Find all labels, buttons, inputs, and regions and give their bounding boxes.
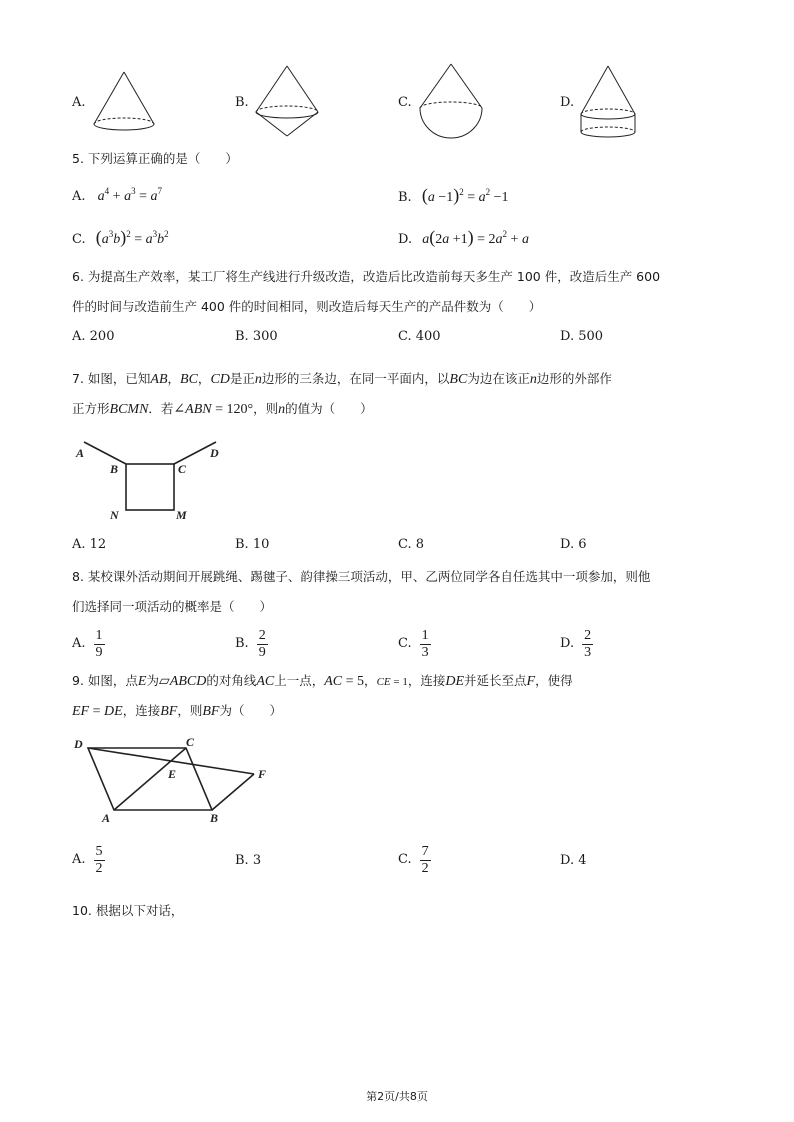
q4-option-a-label: A. bbox=[72, 95, 86, 110]
q7-label-b: B bbox=[110, 462, 119, 476]
q7-label-n: N bbox=[110, 508, 119, 522]
q9-line1-h: ，使得 bbox=[535, 673, 573, 688]
q4-option-c-label: C. bbox=[398, 95, 412, 110]
q9-option-a bbox=[72, 842, 105, 878]
q8-option-a-fraction bbox=[94, 628, 105, 661]
q7-option-a: A. 12 bbox=[72, 537, 107, 552]
q6-option-b: B. 300 bbox=[235, 329, 278, 344]
q8-a-num: 1 bbox=[95, 627, 103, 643]
q6-option-c: C. 400 bbox=[398, 329, 441, 344]
q7-line1-c: 边形的三条边，在同一平面内，以 bbox=[261, 371, 450, 386]
q7-label-m: M bbox=[176, 508, 187, 522]
q9-line1-g: 并延长至点 bbox=[464, 673, 527, 688]
q7-line1-e: 边形的外部作 bbox=[536, 371, 612, 386]
q7-line2-d: 的值为（ ） bbox=[285, 401, 373, 416]
q8-option-c bbox=[398, 626, 431, 662]
page-number: 第2页/共8页 bbox=[366, 1090, 428, 1103]
q9-line1-e: ， bbox=[364, 673, 377, 688]
q9-line1-b: 为 bbox=[146, 673, 159, 688]
q9-label-d: D bbox=[74, 737, 83, 751]
q7-figure bbox=[72, 436, 232, 524]
q8-b-num: 2 bbox=[258, 627, 266, 643]
q4-option-b-label: B. bbox=[235, 95, 249, 110]
q9-option-a-fraction bbox=[94, 844, 105, 877]
q7-option-b: B. 10 bbox=[235, 537, 270, 552]
q8-option-b-fraction bbox=[257, 628, 268, 661]
q8-option-c-fraction bbox=[420, 628, 431, 661]
q6-option-d: D. 500 bbox=[560, 329, 604, 344]
q7-label-a: A bbox=[76, 446, 85, 460]
q5-stem: 5. 下列运算正确的是（ ） bbox=[72, 151, 238, 166]
q9-line1-f: ，连接 bbox=[407, 673, 446, 688]
q4-option-a-figure bbox=[88, 70, 160, 136]
q9-line-1: 9. 如图，点E为▱ABCD的对角线AC上一点，AC = 5，CE = 1，连接DE并延长至点F，使得 bbox=[72, 673, 573, 689]
q8-option-b bbox=[235, 626, 268, 662]
q8-d-den: 3 bbox=[584, 644, 592, 660]
q7-line1-b: 是正 bbox=[229, 371, 255, 386]
q9-label-f: F bbox=[258, 767, 267, 781]
q8-option-a bbox=[72, 626, 105, 662]
q7-line-2: 正方形BCMN．若∠ABN = 120°，则n的值为（ ） bbox=[72, 401, 373, 417]
q7-line-1: 7. 如图，已知AB，BC，CD是正n边形的三条边，在同一平面内，以BC为边在该正n边形的外部作 bbox=[72, 371, 612, 387]
q5-option-b-label: B. bbox=[398, 190, 412, 205]
q7-label-d: D bbox=[210, 446, 219, 460]
q9-option-b: B. 3 bbox=[235, 853, 262, 868]
q8-c-num: 1 bbox=[421, 627, 429, 643]
q9-line-2: EF = DE，连接BF，则BF为（ ） bbox=[72, 703, 282, 719]
q7-option-d: D. 6 bbox=[560, 537, 587, 552]
q5-option-c: C. $(a^3b)^2 = a^3b^2$ bbox=[72, 227, 169, 247]
q4-option-d-label: D. bbox=[560, 95, 575, 110]
q4-option-c-figure bbox=[414, 62, 488, 144]
q8-a-den: 9 bbox=[95, 644, 103, 660]
q9-option-c-label: C. bbox=[398, 852, 412, 867]
q8-c-den: 3 bbox=[421, 644, 429, 660]
q8-option-d-label: D. bbox=[560, 636, 575, 651]
q7-option-c: C. 8 bbox=[398, 537, 425, 552]
q5-option-a-label: A. bbox=[72, 189, 86, 204]
q7-line2-b: ．若 bbox=[148, 401, 174, 416]
q8-b-den: 9 bbox=[258, 644, 266, 660]
q6-line-1: 6. 为提高生产效率，某工厂将生产线进行升级改造，改造后比改造前每天多生产 100 件，改造后生产 600 bbox=[72, 269, 661, 284]
q6-line-2: 件的时间与改造前生产 400 件的时间相同，则改造后每天生产的产品件数为（ ） bbox=[72, 299, 542, 314]
q9-label-b: B bbox=[210, 811, 219, 825]
q9-figure bbox=[72, 734, 282, 826]
q9-line1-c: 的对角线 bbox=[206, 673, 257, 688]
q5-option-d-label: D. bbox=[398, 232, 413, 247]
q4-option-d-figure bbox=[576, 64, 640, 144]
q9-label-e: E bbox=[168, 767, 177, 781]
q10-stem: 10. 根据以下对话， bbox=[72, 903, 184, 918]
q6-option-a: A. 200 bbox=[72, 329, 115, 344]
q9-c-den: 2 bbox=[421, 860, 429, 876]
q8-option-a-label: A. bbox=[72, 636, 86, 651]
q8-line-1: 8. 某校课外活动期间开展跳绳、踢毽子、韵律操三项活动，甲、乙两位同学各自任选其中一项参加，则他 bbox=[72, 569, 651, 584]
q7-line2-c: ，则 bbox=[253, 401, 279, 416]
q9-option-c-fraction bbox=[420, 844, 431, 877]
q8-d-num: 2 bbox=[584, 627, 592, 643]
q9-line1-d: 上一点， bbox=[274, 673, 325, 688]
q5-option-d: D. $a(2a +1) = 2a^2 + a$ bbox=[398, 227, 529, 247]
q9-option-a-label: A. bbox=[72, 852, 86, 867]
q9-label-c: C bbox=[186, 735, 195, 749]
q9-c-num: 7 bbox=[421, 843, 429, 859]
q8-option-d-fraction bbox=[582, 628, 593, 661]
q8-option-d bbox=[560, 626, 593, 662]
q5-option-a: A. $a^4 + a^3 = a^7$ bbox=[72, 186, 162, 204]
q7-label-c: C bbox=[178, 462, 187, 476]
q8-option-b-label: B. bbox=[235, 636, 249, 651]
q9-line2-b: ，则 bbox=[177, 703, 203, 718]
q9-option-d: D. 4 bbox=[560, 853, 587, 868]
q4-option-b-figure bbox=[250, 64, 324, 140]
q8-option-c-label: C. bbox=[398, 636, 412, 651]
q8-line-2: 们选择同一项活动的概率是（ ） bbox=[72, 599, 273, 614]
q5-option-b: B. $(a -1)^2 = a^2 -1$ bbox=[398, 185, 509, 205]
q9-label-a: A bbox=[102, 811, 111, 825]
q9-line2-a: ，连接 bbox=[122, 703, 161, 718]
q9-option-c bbox=[398, 842, 431, 878]
q5-option-c-label: C. bbox=[72, 232, 86, 247]
q9-a-num: 5 bbox=[95, 843, 103, 859]
q7-line2-a: 正方形 bbox=[72, 401, 110, 416]
q7-line1-d: 为边在该正 bbox=[467, 371, 530, 386]
q9-line2-c: 为（ ） bbox=[219, 703, 282, 718]
q9-a-den: 2 bbox=[95, 860, 103, 876]
q7-line1-a: 7. 如图，已知 bbox=[72, 371, 151, 386]
q9-line1-a: 9. 如图，点 bbox=[72, 673, 138, 688]
